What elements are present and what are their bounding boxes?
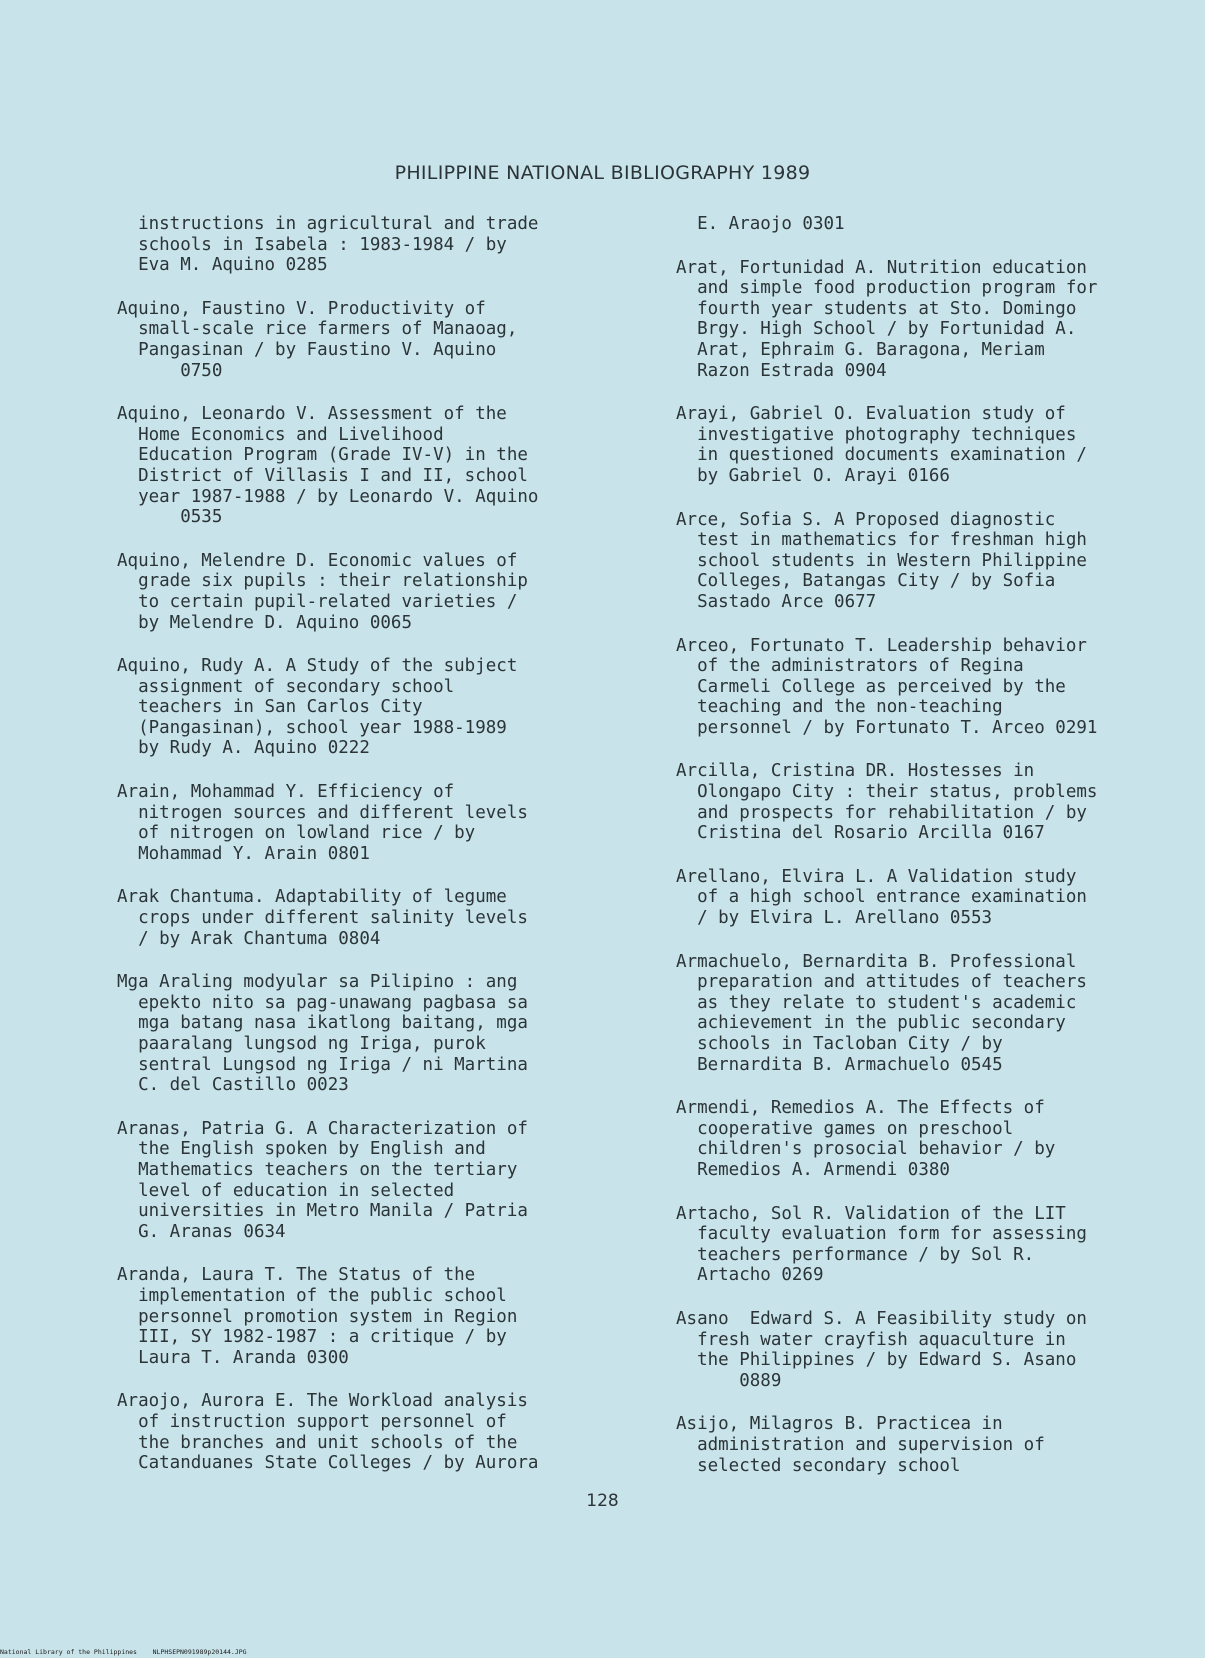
entry-line: implementation of the public school (117, 1285, 507, 1306)
entry-line: Colleges, Batangas City / by Sofia (676, 571, 1056, 592)
entry-line: the branches and unit schools of the (117, 1432, 518, 1453)
entry-line: by Gabriel O. Arayi 0166 (676, 465, 950, 486)
bibliography-entry (117, 972, 617, 1096)
entry-line: Education Program (Grade IV-V) in the (117, 445, 528, 466)
entry-line: mga batang nasa ikatlong baitang, mga (117, 1013, 528, 1034)
entry-line: universities in Metro Manila / Patria (117, 1201, 528, 1222)
entry-line: Home Economics and Livelihood (117, 424, 444, 445)
entry-line: Araojo, Aurora E. The Workload analysis (117, 1391, 528, 1412)
entry-line: Aquino, Rudy A. A Study of the subject (117, 656, 518, 677)
entry-line: by Rudy A. Aquino 0222 (117, 738, 370, 759)
entry-line: teachers in San Carlos City (117, 697, 423, 718)
bibliography-entry (117, 404, 617, 528)
page-header: PHILIPPINE NATIONAL BIBLIOGRAPHY 1989 (394, 162, 811, 184)
entry-line: of instruction support personnel of (117, 1411, 507, 1432)
entry-line: Aquino, Leonardo V. Assessment of the (117, 404, 507, 425)
entry-line: Olongapo City : their status, problems (676, 782, 1098, 803)
entry-line: Aquino, Faustino V. Productivity of (117, 298, 486, 319)
entry-line: Artacho 0269 (676, 1265, 824, 1286)
entry-line: of the administrators of Regina (676, 656, 1024, 677)
entry-line: test in mathematics for freshman high (676, 530, 1087, 551)
bibliography-entry (676, 258, 1181, 382)
bibliography-entry (676, 636, 1181, 739)
entry-line: level of education in selected (117, 1180, 455, 1201)
bibliography-entry (676, 1414, 1181, 1476)
entry-line: Arceo, Fortunato T. Leadership behavior (676, 635, 1087, 656)
entry-line: Cristina del Rosario Arcilla 0167 (676, 823, 1045, 844)
entry-line: teaching and the non-teaching (676, 697, 1003, 718)
entry-line: schools in Tacloban City / by (676, 1034, 1003, 1054)
entry-line: small-scale rice farmers of Manaoag, (117, 319, 518, 340)
entry-line: 0889 (676, 1370, 782, 1391)
entry-line: Bernardita B. Armachuelo 0545 (676, 1054, 1003, 1075)
entry-line: achievement in the public secondary (676, 1013, 1066, 1034)
entry-line: Remedios A. Armendi 0380 (676, 1159, 950, 1180)
entry-line: and prospects for rehabilitation / by (676, 802, 1087, 823)
bibliography-entry (117, 887, 617, 949)
bibliography-entry (117, 1119, 617, 1243)
bibliography-entry (676, 761, 1181, 843)
entry-line: fresh water crayfish aquaculture in (676, 1329, 1066, 1350)
entry-line: grade six pupils : their relationship (117, 571, 528, 592)
scan-footer (0, 1648, 247, 1656)
entry-line: / by Arak Chantuma 0804 (117, 928, 381, 949)
right-column (676, 214, 1181, 1499)
entry-line: the English spoken by English and (117, 1139, 486, 1160)
entry-line: sentral Lungsod ng Iriga / ni Martina (117, 1054, 528, 1075)
entry-line: Brgy. High School / by Fortunidad A. (676, 319, 1077, 340)
entry-line: as they relate to student's academic (676, 992, 1077, 1013)
entry-line: Mathematics teachers on the tertiary (117, 1159, 518, 1180)
bibliography-entry (117, 782, 617, 864)
entry-line: Arat, Ephraim G. Baragona, Meriam (676, 339, 1045, 360)
entry-line: school students in Western Philippine (676, 550, 1087, 571)
entry-line: teachers performance / by Sol R. (676, 1244, 1035, 1265)
bibliography-entry (676, 1309, 1181, 1391)
entry-line: instructions in agricultural and trade (117, 214, 539, 234)
entry-line: Armachuelo, Bernardita B. Professional (676, 951, 1077, 972)
bibliography-entry (676, 867, 1181, 929)
entry-line: G. Aranas 0634 (117, 1221, 286, 1242)
entry-line: Arayi, Gabriel O. Evaluation study of (676, 404, 1066, 425)
entry-line: Asano Edward S. A Feasibility study on (676, 1308, 1087, 1329)
entry-line: Razon Estrada 0904 (676, 360, 887, 381)
entry-line: children's prosocial behavior / by (676, 1139, 1056, 1160)
entry-line: Mga Araling modyular sa Pilipino : ang (117, 972, 518, 993)
bibliography-entry (676, 214, 1181, 235)
bibliography-entry (676, 1204, 1181, 1286)
entry-line: fourth year students at Sto. Domingo (676, 298, 1077, 319)
entry-line: E. Araojo 0301 (676, 214, 845, 234)
bibliography-entry (117, 299, 617, 381)
entry-line: Artacho, Sol R. Validation of the LIT (676, 1203, 1066, 1224)
entry-line: Arcilla, Cristina DR. Hostesses in (676, 761, 1035, 782)
entry-line: and simple food production program for (676, 278, 1098, 299)
bibliography-entry (676, 510, 1181, 613)
entry-line: year 1987-1988 / by Leonardo V. Aquino (117, 486, 539, 507)
entry-line: administration and supervision of (676, 1434, 1045, 1455)
entry-line: in questioned documents examination / (676, 445, 1087, 466)
entry-line: Catanduanes State Colleges / by Aurora (117, 1453, 539, 1474)
entry-line: Arat, Fortunidad A. Nutrition education (676, 257, 1087, 278)
entry-line: investigative photography techniques (676, 424, 1077, 445)
entry-line: crops under different salinity levels (117, 908, 528, 929)
entry-line: of a high school entrance examination (676, 887, 1087, 908)
bibliography-entry (117, 1391, 617, 1473)
entry-line: Aranas, Patria G. A Characterization of (117, 1118, 528, 1139)
entry-line: the Philippines / by Edward S. Asano (676, 1350, 1077, 1371)
bibliography-entry (117, 551, 617, 633)
entry-line: Arain, Mohammad Y. Efficiency of (117, 782, 455, 803)
bibliography-entry (676, 404, 1181, 486)
entry-line: Asijo, Milagros B. Practicea in (676, 1414, 1003, 1435)
entry-line: Sastado Arce 0677 (676, 591, 877, 612)
entry-line: Aranda, Laura T. The Status of the (117, 1265, 476, 1286)
entry-line: Mohammad Y. Arain 0801 (117, 843, 370, 864)
entry-line: Aquino, Melendre D. Economic values of (117, 550, 518, 571)
entry-line: paaralang lungsod ng Iriga, purok (117, 1034, 486, 1054)
left-column (117, 214, 617, 1497)
bibliography-entry (676, 952, 1181, 1076)
entry-line: Carmeli College as perceived by the (676, 676, 1066, 697)
entry-line: epekto nito sa pag-unawang pagbasa sa (117, 992, 528, 1013)
entry-line: Armendi, Remedios A. The Effects of (676, 1098, 1045, 1119)
entry-line: to certain pupil-related varieties / (117, 591, 518, 612)
entry-line: III, SY 1982-1987 : a critique / by (117, 1327, 507, 1348)
entry-line: preparation and attitudes of teachers (676, 972, 1087, 993)
entry-line: faculty evaluation form for assessing (676, 1224, 1087, 1245)
entry-line: of nitrogen on lowland rice / by (117, 823, 476, 844)
entry-line: schools in Isabela : 1983-1984 / by (117, 234, 507, 255)
entry-line: selected secondary school (676, 1455, 961, 1476)
footer-library: National Library of the Philippines (0, 1648, 137, 1656)
entry-line: personnel promotion system in Region (117, 1306, 518, 1327)
entry-line: assignment of secondary school (117, 676, 455, 697)
entry-line: District of Villasis I and II, school (117, 465, 528, 486)
footer-filename: NLPHSEPN091989p20144.JPG (152, 1648, 247, 1656)
entry-line: 0750 (117, 360, 223, 381)
entry-line: Arak Chantuma. Adaptability of legume (117, 887, 507, 908)
entry-line: personnel / by Fortunato T. Arceo 0291 (676, 717, 1098, 738)
entry-line: C. del Castillo 0023 (117, 1075, 349, 1096)
entry-line: nitrogen sources and different levels (117, 802, 528, 823)
bibliography-entry (117, 214, 617, 276)
bibliography-entry (117, 1265, 617, 1368)
page-number: 128 (586, 1491, 619, 1511)
entry-line: cooperative games on preschool (676, 1118, 1014, 1139)
entry-line: by Melendre D. Aquino 0065 (117, 612, 413, 633)
entry-line: Arce, Sofia S. A Proposed diagnostic (676, 509, 1056, 530)
entry-line: Arellano, Elvira L. A Validation study (676, 866, 1077, 887)
entry-line: Eva M. Aquino 0285 (117, 255, 328, 276)
bibliography-entry (676, 1098, 1181, 1180)
entry-line: (Pangasinan), school year 1988-1989 (117, 717, 507, 738)
entry-line: Laura T. Aranda 0300 (117, 1347, 349, 1368)
bibliography-entry (117, 656, 617, 759)
entry-line: Pangasinan / by Faustino V. Aquino (117, 339, 497, 360)
entry-line: / by Elvira L. Arellano 0553 (676, 908, 993, 929)
entry-line: 0535 (117, 507, 223, 528)
